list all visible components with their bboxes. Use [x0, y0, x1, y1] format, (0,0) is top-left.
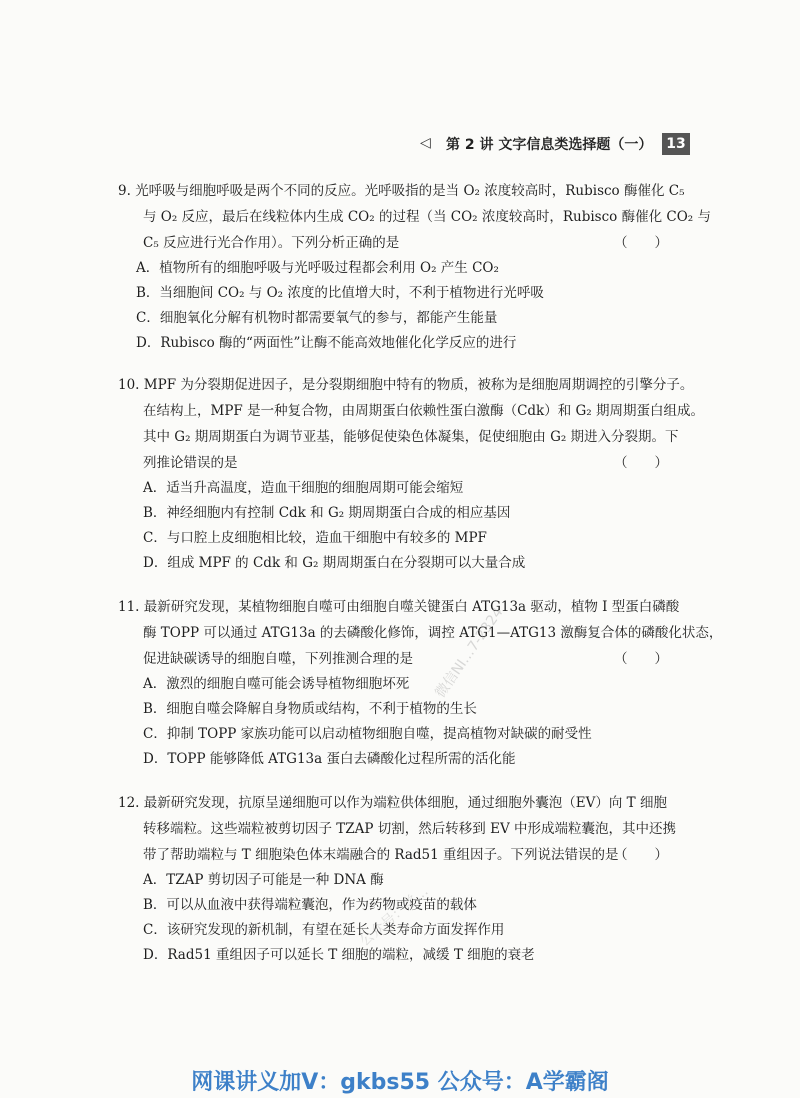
question-text: 带了帮助端粒与 T 细胞染色体末端融合的 Rad51 重组因子。下列说法错误的是 — [143, 847, 619, 863]
question-text: 在结构上，MPF 是一种复合物，由周期蛋白依赖性蛋白激酶（Cdk）和 G₂ 期周期蛋白组成。 — [143, 403, 704, 419]
option-a: A．激烈的细胞自噬可能会诱导植物细胞坏死 — [143, 676, 410, 692]
option-b: B．当细胞间 CO₂ 与 O₂ 浓度的比值增大时，不利于植物进行光呼吸 — [136, 285, 544, 301]
footer-banner: 网课讲义加V：gkbs55 公众号：A学霸阁 — [191, 1070, 609, 1095]
question-line — [118, 230, 698, 256]
question-text: C₅ 反应进行光合作用）。下列分析正确的是 — [143, 235, 400, 251]
question-11 — [118, 594, 723, 772]
question-text: MPF 为分裂期促进因子，是分裂期细胞中特有的物质，被称为是细胞周期调控的引擎分子。 — [143, 377, 694, 393]
question-line — [118, 204, 711, 230]
question-text: 与 O₂ 反应，最后在线粒体内生成 CO₂ 的过程（当 CO₂ 浓度较高时，Rubisco 酶催化 CO₂ 与 — [143, 209, 711, 225]
option-c: C．该研究发现的新机制，有望在延长人类寿命方面发挥作用 — [143, 922, 505, 938]
question-number: 10. — [118, 377, 140, 393]
option-b: B．细胞自噬会降解自身物质或结构，不利于植物的生长 — [143, 701, 477, 717]
question-10 — [118, 372, 704, 576]
option-c: C．抑制 TOPP 家族功能可以启动植物细胞自噬，提高植物对缺碳的耐受性 — [143, 726, 592, 742]
question-line — [118, 424, 698, 450]
question-line — [118, 594, 698, 620]
answer-blank: （ ） — [614, 235, 668, 251]
question-number: 11. — [118, 599, 140, 615]
answer-blank: （ ） — [614, 651, 668, 667]
page-header — [420, 133, 690, 157]
question-line — [118, 816, 698, 842]
question-number: 9. — [118, 183, 131, 199]
option-c: C．与口腔上皮细胞相比较，造血干细胞中有较多的 MPF — [143, 530, 487, 546]
option-d: D．组成 MPF 的 Cdk 和 G₂ 期周期蛋白在分裂期可以大量合成 — [143, 555, 526, 571]
option-c: C．细胞氧化分解有机物时都需要氧气的参与，都能产生能量 — [136, 310, 498, 326]
question-line — [118, 842, 698, 868]
question-12 — [118, 790, 698, 968]
question-text: 光呼吸与细胞呼吸是两个不同的反应。光呼吸指的是当 O₂ 浓度较高时，Rubisco 酶催化 C₅ — [135, 183, 685, 199]
header-arrow-icon: ◁ — [420, 135, 431, 151]
option-a: A．TZAP 剪切因子可能是一种 DNA 酶 — [143, 872, 384, 888]
watermark: 公众号：学… — [356, 883, 432, 950]
option-b: B．神经细胞内有控制 Cdk 和 G₂ 期周期蛋白合成的相应基因 — [143, 505, 511, 521]
question-text: 转移端粒。这些端粒被剪切因子 TZAP 切割，然后转移到 EV 中形成端粒囊泡，其中还携 — [143, 821, 676, 837]
answer-blank: （ ） — [614, 455, 668, 471]
question-9 — [118, 178, 711, 356]
question-text: 最新研究发现，某植物细胞自噬可由细胞自噬关键蛋白 ATG13a 驱动，植物 Ⅰ 型蛋白磷酸 — [143, 599, 680, 615]
question-text: 列推论错误的是 — [143, 455, 238, 471]
option-d: D．Rad51 重组因子可以延长 T 细胞的端粒，减缓 T 细胞的衰老 — [143, 947, 535, 963]
option-b: B．可以从血液中获得端粒囊泡，作为药物或疫苗的载体 — [143, 897, 477, 913]
question-line — [118, 646, 698, 672]
option-a: A．植物所有的细胞呼吸与光呼吸过程都会利用 O₂ 产生 CO₂ — [136, 260, 499, 276]
option-d: D．Rubisco 酶的“两面性”让酶不能高效地催化化学反应的进行 — [136, 335, 517, 351]
question-text: 最新研究发现，抗原呈递细胞可以作为端粒供体细胞，通过细胞外囊泡（EV）向 T 细胞 — [143, 795, 667, 811]
question-line — [118, 178, 698, 204]
question-text: 酶 TOPP 可以通过 ATG13a 的去磷酸化修饰，调控 ATG1—ATG13 激酶复合体的磷酸化状态， — [143, 625, 723, 641]
option-a: A．适当升高温度，造血干细胞的细胞周期可能会缩短 — [143, 480, 464, 496]
answer-blank: （ ） — [614, 847, 668, 863]
question-line — [118, 398, 704, 424]
watermark: 微信NI…7-2324 — [432, 604, 507, 701]
page-number: 13 — [662, 133, 690, 155]
question-text: 促进缺碳诱导的细胞自噬，下列推测合理的是 — [143, 651, 413, 667]
question-number: 12. — [118, 795, 140, 811]
option-d: D．TOPP 能够降低 ATG13a 蛋白去磷酸化过程所需的活化能 — [143, 751, 516, 767]
question-line — [118, 450, 698, 476]
question-line — [118, 372, 698, 398]
question-line — [118, 620, 723, 646]
question-text: 其中 G₂ 期周期蛋白为调节亚基，能够促使染色体凝集，促使细胞由 G₂ 期进入分裂期。下 — [143, 429, 679, 445]
question-line — [118, 790, 698, 816]
header-title: 第 2 讲 文字信息类选择题（一） — [446, 137, 653, 153]
